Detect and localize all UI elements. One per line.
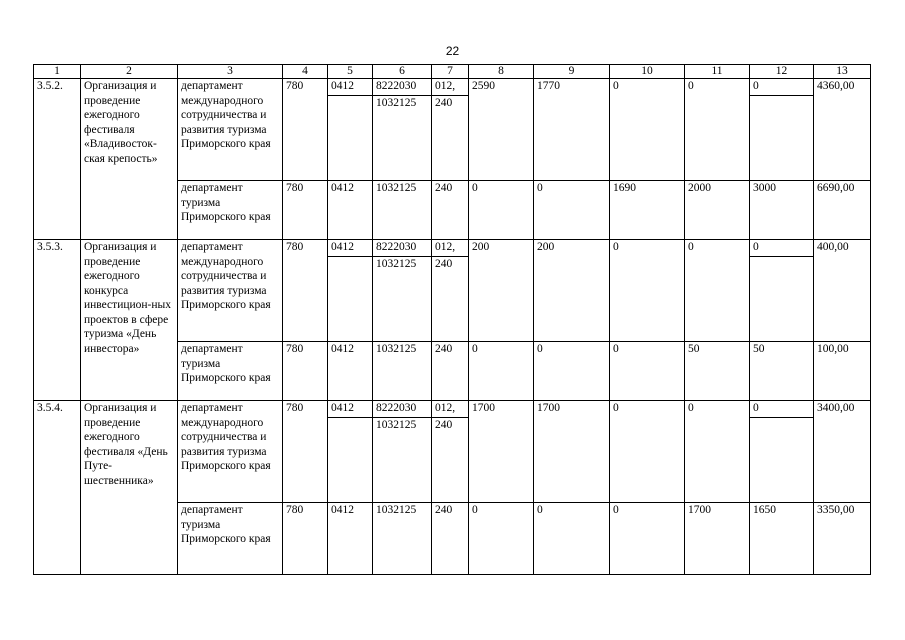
header-cell: 10 [610,65,685,79]
cell-6a: 8222030 [373,401,432,418]
item-name: Организация и проведение ежегодного фестиваля «Владивосток-ская крепость» [81,79,178,240]
cell-7b: 240 [432,96,469,181]
cell-8: 0 [469,181,534,240]
cell-8: 0 [469,503,534,575]
cell-9: 0 [534,181,610,240]
cell-5-empty [328,418,373,503]
cell-13: 6690,00 [814,181,871,240]
cell-4: 780 [283,181,328,240]
item-number: 3.5.4. [34,401,81,575]
cell-7: 240 [432,181,469,240]
header-cell: 12 [750,65,814,79]
cell-6b: 1032125 [373,257,432,342]
cell-4: 780 [283,240,328,342]
cell-11: 0 [685,401,750,503]
cell-5: 0412 [328,401,373,418]
cell-12: 0 [750,401,814,418]
cell-7a: 012, [432,79,469,96]
cell-12: 3000 [750,181,814,240]
item-number: 3.5.2. [34,79,81,240]
cell-11: 0 [685,240,750,342]
department: департамент туризма Приморского края [178,181,283,240]
cell-8: 0 [469,342,534,401]
cell-9: 0 [534,342,610,401]
cell-11: 50 [685,342,750,401]
cell-12: 1650 [750,503,814,575]
cell-10: 0 [610,342,685,401]
cell-7a: 012, [432,401,469,418]
cell-7a: 012, [432,240,469,257]
cell-9: 0 [534,503,610,575]
table-row [34,240,871,257]
header-cell: 4 [283,65,328,79]
table-row [34,79,871,96]
cell-9: 200 [534,240,610,342]
cell-11: 0 [685,79,750,181]
header-cell: 5 [328,65,373,79]
header-cell: 2 [81,65,178,79]
cell-6b: 1032125 [373,96,432,181]
cell-6: 1032125 [373,181,432,240]
cell-5: 0412 [328,181,373,240]
department: департамент туризма Приморского края [178,342,283,401]
cell-9: 1770 [534,79,610,181]
header-row [34,65,871,79]
cell-6: 1032125 [373,342,432,401]
header-cell: 3 [178,65,283,79]
cell-10: 0 [610,401,685,503]
cell-13: 100,00 [814,342,871,401]
cell-5-empty [328,96,373,181]
cell-12-empty [750,96,814,181]
item-name: Организация и проведение ежегодного фестиваля «День Путе-шественника» [81,401,178,575]
cell-7b: 240 [432,257,469,342]
cell-12: 0 [750,240,814,257]
department: департамент международного сотрудничества и развития туризма Приморского края [178,240,283,342]
cell-5-empty [328,257,373,342]
cell-7: 240 [432,503,469,575]
cell-6a: 8222030 [373,240,432,257]
cell-4: 780 [283,401,328,503]
cell-13: 3350,00 [814,503,871,575]
cell-10: 0 [610,503,685,575]
department: департамент международного сотрудничества и развития туризма Приморского края [178,401,283,503]
cell-11: 1700 [685,503,750,575]
cell-6: 1032125 [373,503,432,575]
cell-10: 0 [610,240,685,342]
cell-13: 400,00 [814,240,871,342]
cell-12: 50 [750,342,814,401]
cell-9: 1700 [534,401,610,503]
cell-13: 4360,00 [814,79,871,181]
header-cell: 11 [685,65,750,79]
cell-4: 780 [283,342,328,401]
cell-12-empty [750,257,814,342]
item-name: Организация и проведение ежегодного конкурса инвестицион-ных проектов в сфере туризма «День инвестора» [81,240,178,401]
header-cell: 6 [373,65,432,79]
cell-4: 780 [283,79,328,181]
cell-12: 0 [750,79,814,96]
cell-10: 1690 [610,181,685,240]
department: департамент туризма Приморского края [178,503,283,575]
cell-8: 2590 [469,79,534,181]
department: департамент международного сотрудничества и развития туризма Приморского края [178,79,283,181]
cell-12-empty [750,418,814,503]
cell-13: 3400,00 [814,401,871,503]
cell-6a: 8222030 [373,79,432,96]
table-row [34,401,871,418]
cell-11: 2000 [685,181,750,240]
header-cell: 1 [34,65,81,79]
budget-table [33,64,871,575]
cell-5: 0412 [328,503,373,575]
cell-10: 0 [610,79,685,181]
cell-8: 1700 [469,401,534,503]
cell-8: 200 [469,240,534,342]
item-number: 3.5.3. [34,240,81,401]
cell-5: 0412 [328,342,373,401]
page-number: 22 [445,44,460,58]
cell-7: 240 [432,342,469,401]
header-cell: 8 [469,65,534,79]
cell-5: 0412 [328,79,373,96]
cell-7b: 240 [432,418,469,503]
cell-5: 0412 [328,240,373,257]
cell-4: 780 [283,503,328,575]
header-cell: 13 [814,65,871,79]
cell-6b: 1032125 [373,418,432,503]
header-cell: 7 [432,65,469,79]
header-cell: 9 [534,65,610,79]
